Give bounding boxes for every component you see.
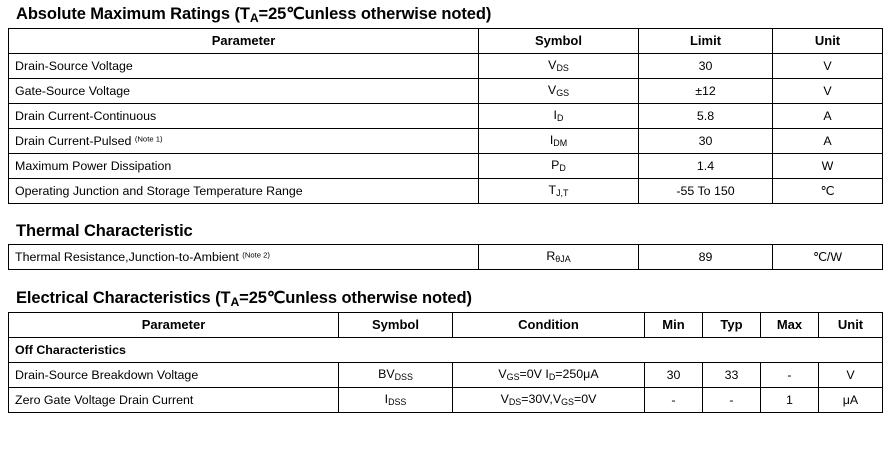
section-thermal-characteristic [0,204,889,270]
symbol-sub: J,T [556,188,569,199]
electrical-title-pre: Electrical Characteristics (T [16,289,231,308]
symbol-main: V [548,58,557,73]
cell-parameter [9,129,479,154]
symbol-sub: DSS [388,397,407,408]
cell-limit: 89 [639,245,773,270]
condition-symbol-2: I [545,367,549,382]
symbol-sub: GS [556,88,570,99]
parameter-text: Thermal Resistance,Junction-to-Ambient [15,249,243,264]
table-row [9,154,883,179]
condition-sub-1: DS [508,397,522,408]
cell-parameter [9,79,479,104]
table-row [9,79,883,104]
note-reference: (Note 1) [134,134,163,144]
cell-unit: ℃ [773,179,883,204]
cell-symbol [339,363,453,388]
parameter-text: Drain-Source Voltage [15,58,133,73]
thermal-section-title: Thermal Characteristic [16,222,193,241]
condition-sub-1: GS [506,372,520,383]
symbol-main: R [546,249,556,264]
table-row [9,54,883,79]
cell-parameter [9,154,479,179]
cell-parameter [9,245,479,270]
parameter-text: Zero Gate Voltage Drain Current [15,392,194,407]
header-parameter: Parameter [9,29,479,54]
cell-typ: - [703,388,761,413]
table-header-row [9,29,883,54]
cell-symbol [479,104,639,129]
parameter-text: Operating Junction and Storage Temperature Range [15,183,303,198]
symbol-sub: DS [556,63,569,74]
header-symbol: Symbol [339,313,453,338]
cell-unit: ℃/W [773,245,883,270]
note-reference: (Note 2) [242,250,270,260]
cell-condition [453,388,645,413]
table-row [9,104,883,129]
table-group-row [9,338,883,363]
symbol-sub: θJA [555,254,571,265]
header-max: Max [761,313,819,338]
cell-unit: V [819,363,883,388]
condition-symbol-1: V [498,367,507,382]
condition-symbol-1: V [500,392,509,407]
cell-parameter [9,54,479,79]
cell-limit: 30 [639,54,773,79]
symbol-sub: D [557,113,564,124]
absolute-title-pre: Absolute Maximum Ratings (T [16,5,250,23]
cell-parameter [9,363,339,388]
electrical-section-title [16,288,889,309]
header-symbol: Symbol [479,29,639,54]
symbol-sub: D [559,163,566,174]
parameter-text: Drain Current-Pulsed [15,133,135,148]
symbol-main: I [553,108,557,123]
condition-value-1: =0V [519,367,546,382]
cell-symbol [339,388,453,413]
symbol-main: BV [378,367,395,382]
cell-max: - [761,363,819,388]
cell-symbol [479,154,639,179]
condition-value-2: =0V [573,392,597,407]
group-label-off-characteristics: Off Characteristics [9,338,883,363]
absolute-title-post: =25℃unless otherwise noted) [258,5,492,23]
header-limit: Limit [639,29,773,54]
section-electrical-characteristics [0,270,889,413]
header-typ: Typ [703,313,761,338]
symbol-main: P [551,158,560,173]
cell-condition [453,363,645,388]
thermal-characteristic-table [8,244,883,270]
parameter-text: Drain Current-Continuous [15,108,157,123]
cell-unit: μA [819,388,883,413]
symbol-main: T [548,183,557,198]
table-row [9,129,883,154]
cell-parameter [9,179,479,204]
electrical-characteristics-table [8,312,883,413]
parameter-text: Maximum Power Dissipation [15,158,172,173]
symbol-main: I [384,392,389,407]
electrical-title-subscript: A [230,295,240,310]
section-absolute-maximum-ratings [0,0,889,204]
cell-limit: 1.4 [639,154,773,179]
cell-typ: 33 [703,363,761,388]
header-condition: Condition [453,313,645,338]
cell-symbol [479,79,639,104]
symbol-main: V [547,83,557,98]
condition-symbol-2: V [552,392,562,407]
parameter-text: Gate-Source Voltage [15,83,131,98]
symbol-sub: DM [553,138,568,149]
absolute-title-subscript: A [249,11,259,26]
condition-value-2: =250μA [555,367,599,382]
absolute-maximum-ratings-table [8,28,883,204]
header-unit: Unit [819,313,883,338]
cell-symbol [479,129,639,154]
symbol-main: I [549,133,554,148]
cell-unit: A [773,129,883,154]
symbol-sub: DSS [394,372,413,383]
absolute-section-title [16,4,889,25]
header-unit: Unit [773,29,883,54]
table-row [9,179,883,204]
cell-limit: ±12 [639,79,773,104]
cell-unit: A [773,104,883,129]
table-header-row [9,313,883,338]
cell-unit: W [773,154,883,179]
table-row [9,388,883,413]
condition-value-1: =30V, [521,392,553,407]
cell-symbol [479,179,639,204]
table-row [9,363,883,388]
cell-symbol [479,245,639,270]
parameter-text: Drain-Source Breakdown Voltage [15,367,199,382]
cell-symbol [479,54,639,79]
cell-parameter [9,388,339,413]
header-parameter: Parameter [9,313,339,338]
cell-unit: V [773,79,883,104]
cell-limit: 30 [639,129,773,154]
cell-unit: V [773,54,883,79]
cell-parameter [9,104,479,129]
cell-min: - [645,388,703,413]
condition-sub-2: D [548,372,556,383]
cell-limit: -55 To 150 [639,179,773,204]
electrical-title-post: =25℃unless otherwise noted) [239,289,472,308]
cell-min: 30 [645,363,703,388]
header-min: Min [645,313,703,338]
cell-limit: 5.8 [639,104,773,129]
condition-sub-2: GS [561,397,574,408]
cell-max: 1 [761,388,819,413]
table-row [9,245,883,270]
